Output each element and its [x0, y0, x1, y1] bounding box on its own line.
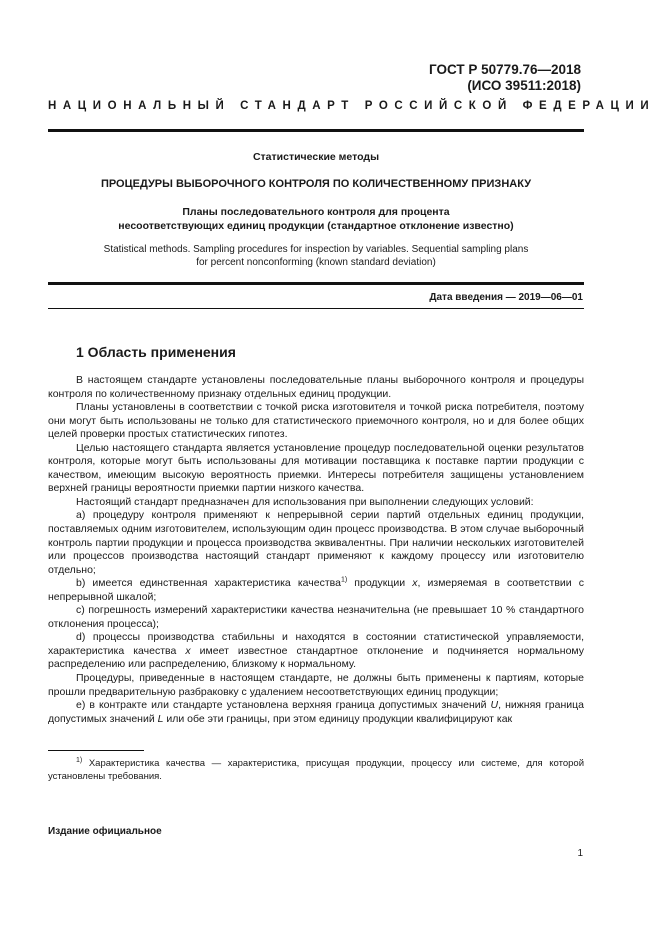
list-item-d: d) процессы производства стабильны и находятся в состоянии статистической управляемости, характеристика качества x имеет известное стандартное отклонение и подчиняется нормальному распределению или распределению, близкому к нормальному. — [48, 631, 585, 671]
iso-number: (ИСО 39511:2018) — [467, 78, 581, 93]
date-divider — [48, 308, 584, 309]
national-standard-banner: НАЦИОНАЛЬНЫЙ СТАНДАРТ РОССИЙСКОЙ ФЕДЕРАЦИИ — [48, 100, 656, 112]
paragraph-4: Настоящий стандарт предназначен для использования при выполнении следующих условий: — [76, 495, 534, 508]
footnote-marker: 1) — [76, 756, 83, 764]
list-item-a: а) процедуру контроля применяют к непрерывной серии партий отдельных единиц продукции, поставляемых одним изготовителем, использующим один процесс производства. В этом случае выборочный контроль партии продукции и процесса производства эквивалентны. При наличии нескольких изготовителей или процессов производства настоящий стандарт применяют к каждому процессу или изготовителю отдельно; — [48, 509, 584, 576]
english-title-line-2: for percent nonconforming (known standard deviation) — [196, 257, 436, 268]
list-item-b: b) имеется единственная характеристика качества$^{1)}$ продукции x, измеряемая в соответствии с непрерывной шкалой; — [48, 576, 585, 603]
footnote-divider — [48, 750, 144, 751]
paragraph-5: Процедуры, приведенные в настоящем стандарте, не должны быть применены к партиям, которые прошли предварительную разбраковку с удалением несоответствующих единиц продукции; — [48, 672, 584, 698]
paragraph-1: В настоящем стандарте установлены последовательные планы выборочного контроля и процедуры контроля по количественному признаку отдельных единиц продукции. — [48, 374, 584, 400]
standard-number: ГОСТ Р 50779.76—2018 — [429, 62, 581, 77]
subtitle-line-2: несоответствующих единиц продукции (стандартное отклонение известно) — [118, 220, 514, 232]
paragraph-3: Целью настоящего стандарта является установление процедур последовательной оценки результатов контроля, которые могут быть использованы для мотивации поставщика к поставке партии продукции с качеством, имеющим высокую вероятность приемки. Интересы потребителя защищены установлением верхней границы вероятности приемки партии низкого качества. — [48, 441, 584, 495]
header-divider — [48, 129, 584, 132]
paragraph-2: Планы установлены в соответствии с точкой риска изготовителя и точкой риска потребителя, поэтому они могут быть использованы не только для статистического приемочного контроля, но и для более общих целей проверки простых статистических гипотез. — [48, 401, 584, 441]
list-item-e: е) в контракте или стандарте установлена верхняя граница допустимых значений U, нижняя граница допустимых значений L или обе эти границы, при этом единицу продукции квалифицируют как — [48, 699, 584, 725]
list-item-c: c) погрешность измерений характеристики качества незначительна (не превышает 10 % стандартного отклонения процесса); — [48, 604, 584, 630]
main-title: ПРОЦЕДУРЫ ВЫБОРОЧНОГО КОНТРОЛЯ ПО КОЛИЧЕСТВЕННОМУ ПРИЗНАКУ — [100, 178, 532, 190]
footnote-text: Характеристика качества — характеристика, присущая продукции, процессу или системе, для которой установлены требования. — [48, 758, 584, 782]
english-title-line-1: Statistical methods. Sampling procedures for inspection by variables. Sequential sampling plans — [103, 244, 529, 255]
date-introduced: Дата введения — 2019—06—01 — [429, 292, 583, 303]
footnote-ref: 1) — [340, 576, 348, 584]
section-heading: 1 Область применения — [76, 344, 236, 360]
footnote — [48, 757, 584, 783]
subtitle-line-1: Планы последовательного контроля для процента — [182, 206, 450, 218]
category-title: Статистические методы — [252, 151, 380, 163]
page-number: 1 — [577, 848, 583, 859]
official-edition-label: Издание официальное — [48, 826, 162, 837]
section-body — [48, 374, 584, 726]
title-divider — [48, 282, 584, 285]
